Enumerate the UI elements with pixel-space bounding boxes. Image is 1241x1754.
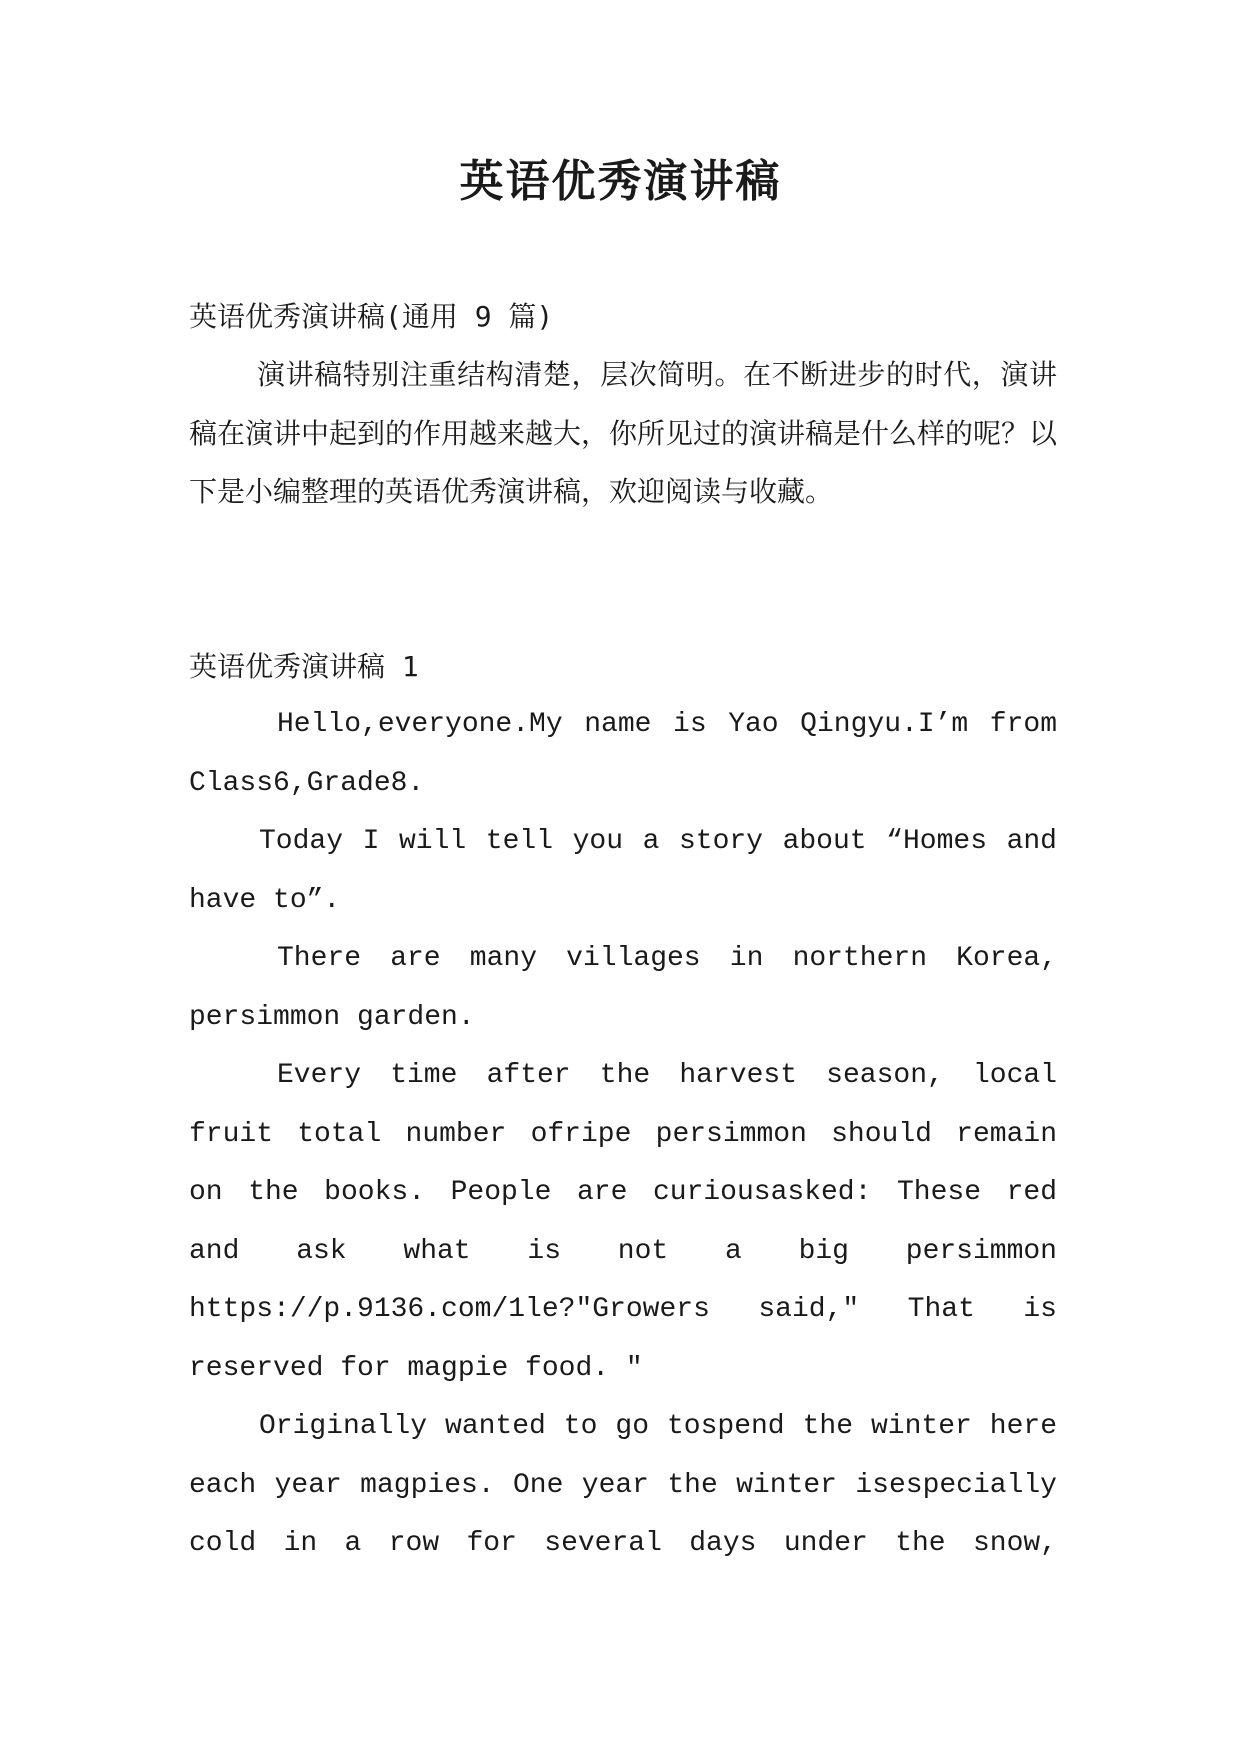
intro-paragraph: 演讲稿特别注重结构清楚，层次简明。在不断进步的时代，演讲稿在演讲中起到的作用越来越大，你所见过的演讲稿是什么样的呢？以下是小编整理的英语优秀演讲稿，欢迎阅读与收藏。 — [189, 358, 1058, 508]
speech-paragraph: There are many villages in northern Korea, persimmon garden. — [189, 943, 1057, 1033]
speech-paragraph: Originally wanted to go tospend the winter here each year magpies. One year the winter isespecially cold in a row for several days under the snow, — [189, 1411, 1057, 1559]
speech-body — [189, 696, 1057, 1574]
speech-paragraph: Every time after the harvest season, local fruit total number ofripe persimmon should remain on the books. People are curiousasked: These red and ask what is not a big persimmon https://p.9136.com/1le?"Growers said," That is reserved for magpie food. " — [189, 1060, 1057, 1384]
speech-paragraph: Today I will tell you a story about “Homes and have to”. — [189, 826, 1057, 916]
document-subtitle: 英语优秀演讲稿(通用 9 篇) — [189, 300, 554, 333]
speech-paragraph: Hello,everyone.My name is Yao Qingyu.I’m from Class6,Grade8. — [189, 709, 1057, 799]
document-title: 英语优秀演讲稿 — [459, 156, 782, 207]
section-heading: 英语优秀演讲稿 1 — [189, 650, 419, 683]
